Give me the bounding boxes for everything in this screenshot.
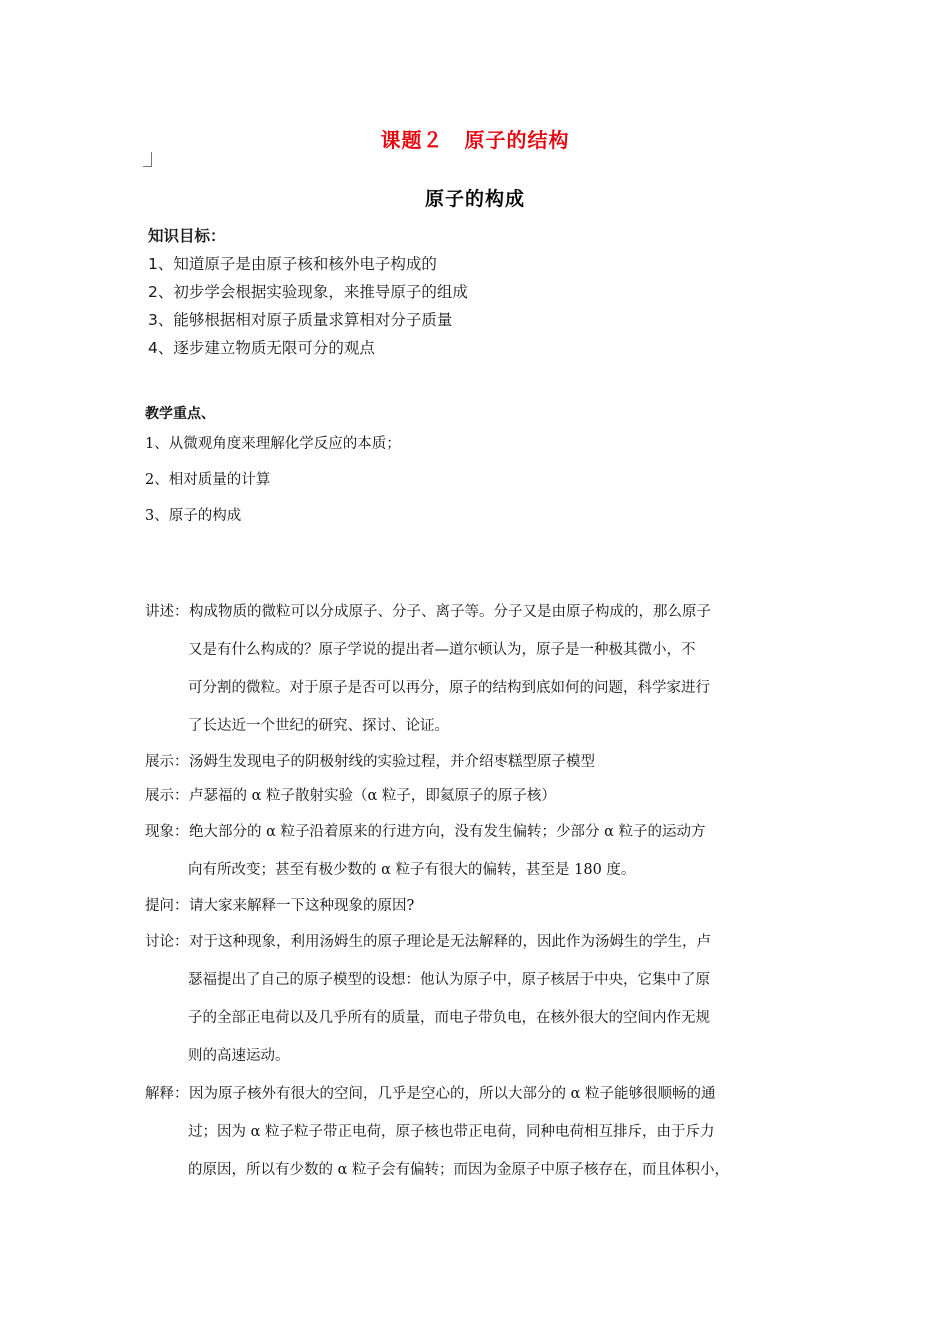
paragraph-line: 对于这种现象，利用汤姆生的原子理论是无法解释的，因此作为汤姆生的学生，卢 — [189, 934, 711, 950]
paragraph-line: 卢瑟福的 α 粒子散射实验（α 粒子，即氦原子的原子核） — [189, 788, 556, 804]
focus-item: 1、从微观角度来理解化学反应的本质； — [145, 436, 401, 452]
paragraph-label: 讨论： — [145, 934, 189, 950]
section-title: 原子的构成 — [424, 188, 525, 210]
paragraph-label: 提问： — [145, 898, 189, 914]
paragraph-label: 现象： — [145, 824, 189, 840]
paragraph-line: 的原因，所以有少数的 α 粒子会有偏转；而因为金原子中原子核存在，而且体积小， — [188, 1162, 730, 1178]
paragraph-line: 则的高速运动。 — [188, 1048, 290, 1064]
paragraph-line: 请大家来解释一下这种现象的原因? — [189, 898, 415, 914]
paragraph-line: 汤姆生发现电子的阴极射线的实验过程，并介绍枣糕型原子模型 — [189, 754, 595, 770]
paragraph-line: 了长达近一个世纪的研究、探讨、论证。 — [188, 718, 449, 734]
paragraph-label: 解释： — [145, 1086, 189, 1102]
paragraph-line: 因为原子核外有很大的空间，几乎是空心的，所以大部分的 α 粒子能够很顺畅的通 — [189, 1086, 716, 1102]
paragraph-line: 绝大部分的 α 粒子沿着原来的行进方向，没有发生偏转；少部分 α 粒子的运动方 — [189, 824, 706, 840]
paragraph-label: 展示： — [145, 754, 189, 770]
paragraph-line: 瑟福提出了自己的原子模型的设想：他认为原子中，原子核居于中央，它集中了原 — [188, 972, 710, 988]
paragraph-line: 可分割的微粒。对于原子是否可以再分，原子的结构到底如何的问题，科学家进行 — [188, 680, 710, 696]
objectives-heading: 知识目标： — [148, 227, 226, 245]
lesson-title: 课题２ 原子的结构 — [380, 128, 570, 152]
paragraph-narration — [145, 593, 825, 745]
objective-item: 3、能够根据相对原子质量求算相对分子质量 — [148, 311, 453, 329]
knowledge-objectives — [148, 222, 628, 362]
objective-item: 4、逐步建立物质无限可分的观点 — [148, 339, 375, 357]
paragraph-line: 过；因为 α 粒子粒子带正电荷，原子核也带正电荷，同种电荷相互排斥，由于斥力 — [188, 1124, 715, 1140]
objective-item: 2、初步学会根据实验现象，来推导原子的组成 — [148, 283, 468, 301]
paragraph-line: 构成物质的微粒可以分成原子、分子、离子等。分子又是由原子构成的，那么原子 — [189, 604, 711, 620]
focus-item: 2、相对质量的计算 — [145, 472, 271, 488]
focus-item: 3、原子的构成 — [145, 508, 242, 524]
lesson-body — [145, 593, 825, 1189]
paragraph-line: 向有所改变；甚至有极少数的 α 粒子有很大的偏转，甚至是 180 度。 — [188, 862, 636, 878]
paragraph-label: 展示： — [145, 788, 189, 804]
objective-item: 1、知道原子是由原子核和核外电子构成的 — [148, 255, 437, 273]
focus-heading: 教学重点、 — [145, 406, 215, 422]
paragraph-question — [145, 889, 825, 923]
paragraph-explanation — [145, 1075, 825, 1189]
teaching-focus — [145, 402, 805, 534]
paragraph-demo-thomson — [145, 745, 825, 779]
paragraph-line: 子的全部正电荷以及几乎所有的质量，而电子带负电，在核外很大的空间内作无规 — [188, 1010, 710, 1026]
paragraph-line: 又是有什么构成的？原子学说的提出者—道尔顿认为，原子是一种极其微小，不 — [188, 642, 696, 658]
paragraph-phenomenon — [145, 813, 825, 889]
paragraph-demo-rutherford — [145, 779, 825, 813]
margin-corner-mark — [143, 152, 152, 167]
paragraph-discussion — [145, 923, 825, 1075]
paragraph-label: 讲述： — [145, 604, 189, 620]
